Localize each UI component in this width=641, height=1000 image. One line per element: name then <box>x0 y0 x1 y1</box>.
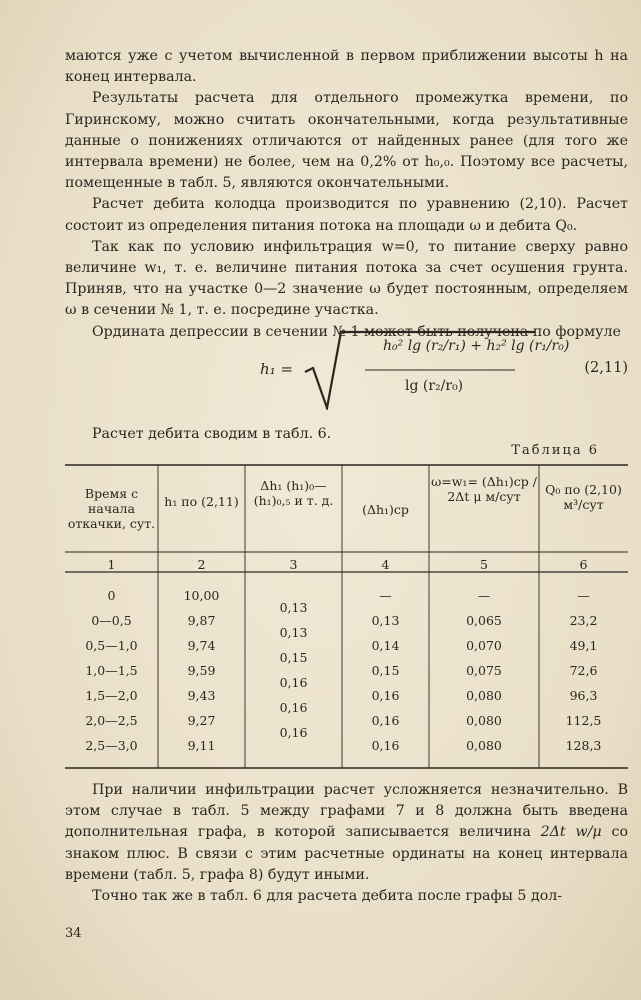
cell-omega: 0,080 <box>466 713 502 728</box>
cell-omega: 0,080 <box>466 688 502 703</box>
formula-numerator: h₀² lg (r₂/r₁) + h₂² lg (r₁/r₀) <box>383 338 570 354</box>
text-block-bottom <box>65 780 628 907</box>
header-omega: ω=w₁= (Δh₁)ср / 2Δt μ м/сут <box>431 474 537 504</box>
paragraph-6: Расчет дебита сводим в табл. 6. <box>92 426 332 442</box>
cell-omega: 0,070 <box>466 638 502 653</box>
cell-dh1: 0,16 <box>279 675 308 690</box>
column-number-2: 2 <box>197 557 206 572</box>
cell-q0: — <box>577 588 590 603</box>
paragraph-7-text: При наличии инфильтрации расчет усложняется незначительно. В этом случае в табл. 5 между графами 7 и 8 должна быть введена дополнительная графа, в которой записывается величина <box>65 782 628 841</box>
cell-h1: 9,87 <box>187 613 216 628</box>
cell-time: 0—0,5 <box>91 613 132 628</box>
cell-h1: 9,74 <box>187 638 216 653</box>
cell-dh1-avg: 0,16 <box>371 738 400 753</box>
formula-2-11 <box>65 330 628 410</box>
inline-term: 2Δt w/μ <box>540 824 602 841</box>
cell-h1: 9,43 <box>187 688 216 703</box>
cell-time: 0,5—1,0 <box>85 638 138 653</box>
cell-dh1-avg: 0,16 <box>371 688 400 703</box>
column-number-3: 3 <box>289 557 298 572</box>
page-number: 34 <box>65 926 82 941</box>
cell-q0: 72,6 <box>569 663 598 678</box>
cell-h1: 9,59 <box>187 663 216 678</box>
cell-h1: 9,11 <box>187 738 216 753</box>
cell-time: 0 <box>107 588 116 603</box>
paragraph-5: Ордината депрессии в сечении № 1 может быть получена по формуле <box>92 323 621 340</box>
header-h1: h₁ по (2,11) <box>164 494 239 509</box>
cell-omega: 0,080 <box>466 738 502 753</box>
cell-dh1: 0,13 <box>279 625 308 640</box>
column-number-6: 6 <box>579 557 588 572</box>
cell-dh1: 0,15 <box>279 650 308 665</box>
paragraph-3: Расчет дебита колодца производится по уравнению (2,10). Расчет состоит из определения питания потока на площади ω и дебита Q₀. <box>65 196 628 234</box>
formula-lhs: h₁ = <box>260 360 294 378</box>
cell-time: 1,5—2,0 <box>85 688 138 703</box>
paragraph-4: Так как по условию инфильтрация w=0, то питание сверху равно величине w₁, т. е. величине питания потока за счет осушения грунта. Приняв, что на участке 0—2 значение ω будет постоянным, определяем ω в сечении № 1, т. е. посредине участка. <box>65 238 628 319</box>
cell-q0: 128,3 <box>565 738 602 753</box>
formula-denominator: lg (r₂/r₀) <box>405 378 464 394</box>
equation-number: (2,11) <box>584 360 628 376</box>
header-time: Время с начала откачки, сут. <box>67 486 156 531</box>
column-number-4: 4 <box>381 557 390 572</box>
cell-dh1: 0,13 <box>279 600 308 615</box>
cell-time: 2,5—3,0 <box>85 738 138 753</box>
header-dh1-avg: (Δh₁)ср <box>362 502 409 517</box>
table-caption: Таблица 6 <box>511 443 599 458</box>
cell-omega: 0,065 <box>466 613 502 628</box>
cell-dh1-avg: 0,15 <box>371 663 400 678</box>
cell-dh1-avg: 0,16 <box>371 713 400 728</box>
column-number-1: 1 <box>107 557 116 572</box>
cell-q0: 112,5 <box>565 713 602 728</box>
paragraph-8: Точно так же в табл. 6 для расчета дебита после графы 5 дол- <box>92 888 563 905</box>
cell-time: 1,0—1,5 <box>85 663 138 678</box>
cell-q0: 23,2 <box>569 613 598 628</box>
text-block-top <box>65 46 628 343</box>
cell-omega: 0,075 <box>466 663 502 678</box>
cell-dh1-avg: 0,13 <box>371 613 400 628</box>
paragraph-7-continued: со знаком плюс. В связи с этим расчетные ординаты на конец интервала времени (табл. 5, графа 8) будут иными. <box>65 824 628 883</box>
cell-dh1-avg: 0,14 <box>371 638 400 653</box>
cell-h1: 9,27 <box>187 713 216 728</box>
paragraph-7 <box>65 780 628 886</box>
cell-time: 2,0—2,5 <box>85 713 138 728</box>
cell-dh1: 0,16 <box>279 725 308 740</box>
cell-dh1-avg: — <box>379 588 392 603</box>
cell-dh1: 0,16 <box>279 700 308 715</box>
cell-q0: 49,1 <box>569 638 598 653</box>
paragraph-2: Результаты расчета для отдельного промежутка времени, по Гиринскому, можно считать окончательными, когда результативные данные о понижениях отличаются от найденных ранее (для того же интервала времени) не более, чем на 0,2% от h₀,₀. Поэтому все расчеты, помещенные в табл. 5, являются окончательными. <box>65 90 628 192</box>
cell-omega: — <box>477 588 491 603</box>
header-dh1: Δh₁ (h₁)₀—(h₁)₀,₅ и т. д. <box>253 478 334 508</box>
column-number-5: 5 <box>480 557 488 572</box>
cell-h1: 10,00 <box>183 588 220 603</box>
header-q0: Q₀ по (2,10) м³/сут <box>545 482 622 512</box>
cell-q0: 96,3 <box>569 688 598 703</box>
paragraph-1: маются уже с учетом вычисленной в первом приближении высоты h на конец интервала. <box>65 48 628 86</box>
